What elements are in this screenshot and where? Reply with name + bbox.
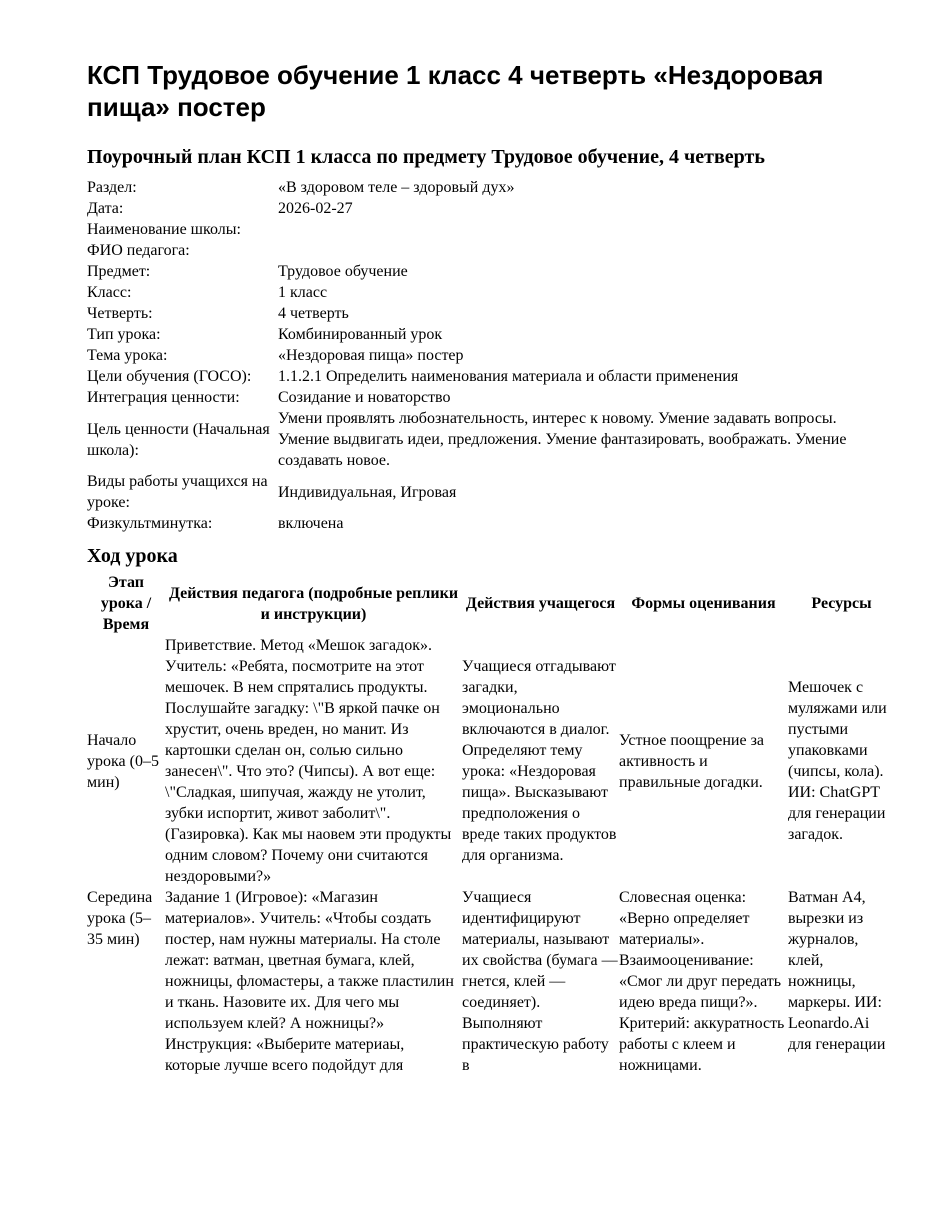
info-row <box>87 366 857 387</box>
cell-resources <box>788 887 895 1097</box>
info-row <box>87 471 857 513</box>
info-value: Умени проявлять любознательность, интерес к новому. Умение задавать вопросы. Умение выдвигать идеи, предложения. Умение фантазировать, воображать. Умение создавать новое. <box>278 410 847 469</box>
cell-stage: Начало урока (0–5 мин) <box>87 731 159 791</box>
info-label: Интеграция ценности: <box>87 389 240 406</box>
info-label: Раздел: <box>87 179 137 196</box>
lesson-row-start <box>87 635 895 887</box>
document-title: КСП Трудовое обучение 1 класс 4 четверть «Нездоровая пища» постер <box>87 60 824 122</box>
info-label: Виды работы учащихся на уроке: <box>87 473 268 511</box>
header-teacher: Действия педагога (подробные реплики и инструкции) <box>168 584 459 623</box>
cell-assessment <box>619 887 788 1097</box>
info-value: Комбинированный урок <box>278 326 443 343</box>
header-resources: Ресурсы <box>811 595 872 612</box>
info-value: Созидание и новаторство <box>278 389 451 406</box>
info-label: Цель ценности (Начальная школа): <box>87 420 270 459</box>
info-row <box>87 513 857 534</box>
assessment-text: Словесная оценка: «Верно определяет материалы». Взаимооценивание: «Смог ли друг передать идею вреда пищи?». Критерий: аккуратность работы с клеем и ножницами. <box>619 889 785 1074</box>
section-heading: Ход урока <box>87 545 178 567</box>
lesson-table <box>87 572 895 1097</box>
info-value: Трудовое обучение <box>278 263 408 280</box>
document-page <box>87 59 895 1097</box>
info-label: Класс: <box>87 284 132 301</box>
info-value: 1.1.2.1 Определить наименования материала и области применения <box>278 368 739 385</box>
info-label: Четверть: <box>87 305 153 322</box>
info-label: Наименование школы: <box>87 221 241 238</box>
teacher-actions-text: Задание 1 (Игровое): «Магазин материалов». Учитель: «Чтобы создать постер, нам нужны материалы. На столе лежат: ватман, цветная бумага, клей, ножницы, фломастеры, а также пластилин и ткань. Назовите их. Для чего мы используем клей? А ножницы?» Инструкция: «Выберите материаы, которые лучше всего подойдут для <box>165 889 454 1074</box>
info-row <box>87 219 857 240</box>
info-table <box>87 177 857 534</box>
info-label: Тема урока: <box>87 347 168 364</box>
info-row <box>87 303 857 324</box>
info-value: «Нездоровая пища» постер <box>278 347 464 364</box>
info-row <box>87 324 857 345</box>
info-label: Физкультминутка: <box>87 515 213 532</box>
info-value: Индивидуальная, Игровая <box>278 483 457 501</box>
info-value: 1 класс <box>278 284 328 301</box>
info-label: Цели обучения (ГОСО): <box>87 368 252 385</box>
header-assessment: Формы оценивания <box>631 595 776 612</box>
cell-teacher-actions: Приветствие. Метод «Мешок загадок». Учитель: «Ребята, посмотрите на этот мешочек. В нем спрятались продукты. Послушайте загадку: \"В яркой пачке он хрустит, очень вреден, но манит. Из картошки сделан он, солью сильно занесен\". Что это? (Чипсы). А вот еще: \"Сладкая, шипучая, жажду не утолит, зубки испортит, живот заболит\". (Газировка). Как мы наовем эти продукты одним словом? Почему они считаются нездоровыми?» <box>165 637 452 885</box>
info-label: Тип урока: <box>87 326 161 343</box>
student-actions-text: Учащиеся идентифицируют материалы, называют их свойства (бумага — гнется, клей — соединяет). Выполняют практическую работу в <box>462 889 618 1074</box>
lesson-row-middle <box>87 887 895 1097</box>
info-value: включена <box>278 515 344 532</box>
info-value: «В здоровом теле – здоровый дух» <box>278 179 515 196</box>
info-row <box>87 408 857 471</box>
cell-resources: Мешочек с муляжами или пустыми упаковками (чипсы, кола). ИИ: ChatGPT для генерации загадок. <box>788 679 887 843</box>
cell-student-actions: Учащиеся отгадывают загадки, эмоционально включаются в диалог. Определяют тему урока: «Нездоровая пища». Высказывают предположения о вреде таких продуктов для организма. <box>462 658 617 864</box>
header-student: Действия учащегося <box>465 595 616 612</box>
info-row <box>87 240 857 261</box>
info-value <box>278 240 857 261</box>
info-row <box>87 387 857 408</box>
cell-assessment: Устное поощрение за активность и правильные догадки. <box>619 731 764 791</box>
info-label: Предмет: <box>87 263 151 280</box>
info-value: 2026-02-27 <box>278 200 353 217</box>
cell-stage: Середина урока (5–35 мин) <box>87 889 153 948</box>
info-row <box>87 345 857 366</box>
info-row <box>87 177 857 198</box>
resources-text: Ватман А4, вырезки из журналов, клей, ножницы, маркеры. ИИ: Leonardo.Ai для генерации <box>788 889 886 1053</box>
cell-teacher-actions <box>165 887 462 1097</box>
plan-heading: Поурочный план КСП 1 класса по предмету Трудовое обучение, 4 четверть <box>87 146 765 168</box>
info-value: 4 четверть <box>278 305 349 322</box>
header-stage: Этап урока / Время <box>100 574 152 633</box>
info-row <box>87 198 857 219</box>
info-row <box>87 261 857 282</box>
lesson-table-header-row <box>87 572 895 635</box>
info-label: ФИО педагога: <box>87 242 190 259</box>
info-label: Дата: <box>87 200 124 217</box>
info-row <box>87 282 857 303</box>
cell-student-actions <box>462 887 619 1097</box>
info-value <box>278 219 857 240</box>
